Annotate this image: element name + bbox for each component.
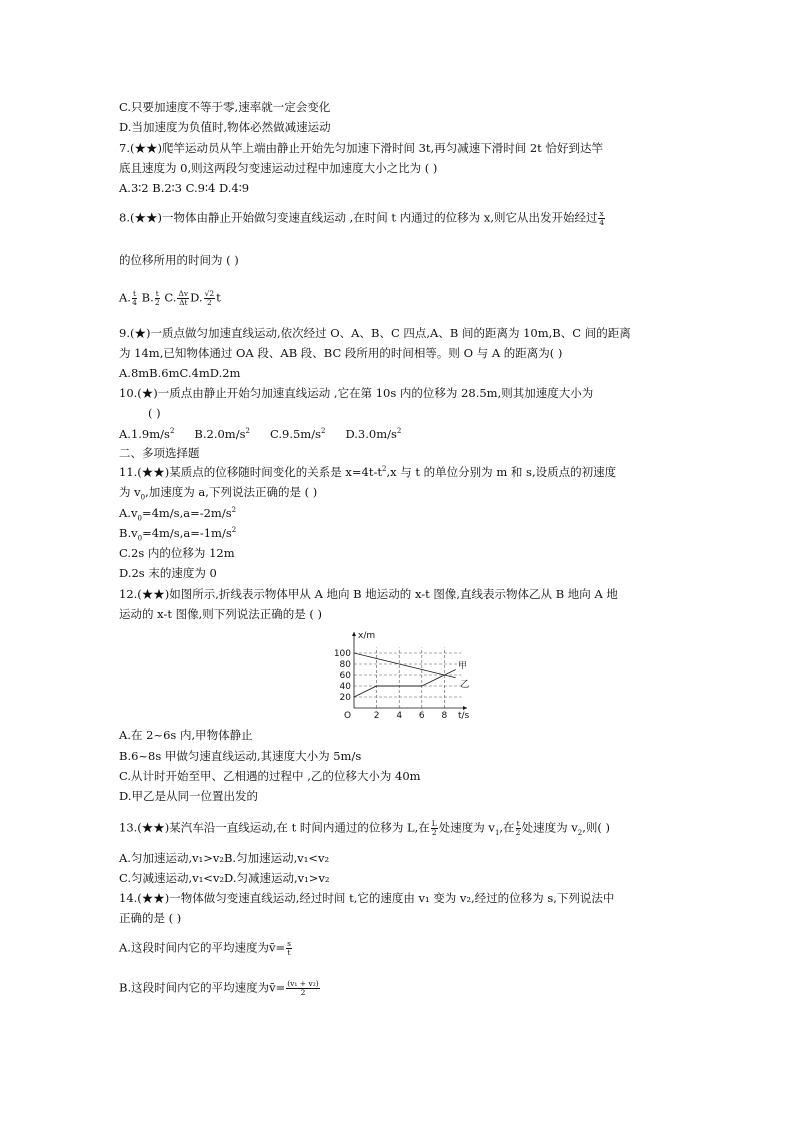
q11-option-d: D.2s 末的速度为 0: [119, 566, 217, 580]
q7-stem-line2: 底且速度为 0,则这两段匀变速运动过程中加速度大小之比为 ( ): [119, 161, 438, 175]
q6-option-c: C.只要加速度不等于零,速率就一定会变化: [119, 100, 331, 114]
y-tick-label: 80: [339, 660, 351, 670]
q8-fraction-x-over-4: $\frac{x}{4}$: [599, 209, 604, 227]
q9-stem-line1: 9.(★)一质点做匀加速直线运动,依次经过 O、A、B、C 四点,A、B 间的距离为 10m,B、C 间的距离: [119, 326, 631, 340]
graph-ticks: [334, 649, 448, 720]
q14-stem-line1: 14.(★★)一物体做匀变速直线运动,经过时间 t,它的速度由 v₁ 变为 v₂,经过的位移为 s,下列说法中: [119, 891, 615, 905]
x-tick-label: 8: [441, 711, 448, 720]
y-tick-label: 40: [339, 682, 351, 692]
y-axis-title: x/m: [358, 631, 376, 641]
q9-stem-line2: 为 14m,已知物体通过 OA 段、AB 段、BC 段所用的时间相等。则 O 与 A 的距离为( ): [119, 346, 563, 360]
q12-option-c: C.从计时开始至甲、乙相遇的过程中 ,乙的位移大小为 40m: [119, 769, 421, 783]
q13-options-cd: C.匀减速运动,v₁<v₂D.匀减速运动,v₁>v₂: [119, 871, 330, 885]
q13-stem: 13.(★★)某汽车沿一直线运动,在 t 时间内通过的位移为 L,在 $\frac{L}{2}$ 处速度为 $v_1$,在 $\frac{t}{2}$ 处速度为 $v_2$,则( ): [119, 819, 610, 837]
q11-option-b: $B.v_0=4m/s,a=-1m/s^2$: [119, 526, 237, 543]
y-axis-arrow: [352, 632, 356, 636]
series-label-jia: 甲: [457, 661, 467, 672]
y-tick-label: 100: [333, 649, 351, 659]
q11-stem-line1: 11.(★★)某质点的位移随时间变化的关系是 $x=4t-t^2,x$ 与 t 的单位分别为 m 和 s,设质点的初速度: [119, 465, 617, 479]
x-axis-title: t/s: [457, 711, 470, 720]
y-tick-label: 20: [339, 693, 351, 703]
q11-stem-line2: 为 $v_0$,加速度为 a,下列说法正确的是 ( ): [119, 485, 318, 502]
q14-stem-line2: 正确的是 ( ): [119, 911, 182, 925]
q12-option-b: B.6~8s 甲做匀速直线运动,其速度大小为 5m/s: [119, 749, 362, 763]
xt-graph: [326, 628, 476, 720]
q11-option-c: C.2s 内的位移为 12m: [119, 546, 235, 560]
q7-stem-line1: 7.(★★)爬竿运动员从竿上端由静止开始先匀加速下滑时间 3t,再匀减速下滑时间 2t 恰好到达竿: [119, 141, 603, 155]
q8-stem-line2: 的位移所用的时间为 ( ): [119, 253, 239, 267]
x-tick-label: 2: [373, 711, 380, 720]
q8-stem-line1: [119, 210, 606, 227]
series-line-2: [354, 653, 456, 678]
graph-labels: [344, 631, 470, 720]
q10-stem-line2: ( ): [148, 406, 161, 420]
q10-stem-line1: 10.(★)一质点由静止开始匀加速直线运动 ,它在第 10s 内的位移为 28.5m,则其加速度大小为: [119, 386, 594, 400]
q6-option-d: D.当加速度为负值时,物体必然做减速运动: [119, 120, 331, 134]
q12-stem-line2: 运动的 x-t 图像,则下列说法正确的是 ( ): [119, 607, 323, 621]
q8-options: A. $\frac{t}{4}$ B. $\frac{t}{2}$ C. $\frac{\Delta v}{\Delta t}$ D. $\frac{√2}{2}$ t: [119, 289, 221, 307]
q9-options: A.8mB.6mC.4mD.2m: [119, 366, 241, 380]
x-tick-label: 6: [418, 711, 425, 720]
q14-option-b: B.这段时间内它的平均速度为v̄= $\frac{\text{(v₁ + v₂)}}{2}$: [119, 979, 319, 997]
q12-option-d: D.甲乙是从同一位置出发的: [119, 789, 258, 803]
section-multiple-choice-heading: 二、多项选择题: [119, 446, 200, 460]
x-tick-label: 4: [396, 711, 403, 720]
origin-label: O: [344, 711, 352, 720]
q8-stem-text: 8.(★★)一物体由静止开始做匀变速直线运动 ,在时间 t 内通过的位移为 x,则它从出发开始经过: [119, 210, 598, 225]
q14-option-a: A.这段时间内它的平均速度为v̄= $\frac{s}{t}$: [119, 939, 291, 957]
x-axis-arrow: [463, 706, 467, 710]
q10-options: $A.1.9m/s^2$ $B.2.0m/s^2$ $C.9.5m/s^2$ $D.3.0m/s^2$: [119, 427, 402, 441]
q13-options-ab: A.匀加速运动,v₁>v₂B.匀加速运动,v₁<v₂: [119, 851, 330, 865]
q12-stem-line1: 12.(★★)如图所示,折线表示物体甲从 A 地向 B 地运动的 x-t 图像,直线表示物体乙从 B 地向 A 地: [119, 587, 618, 601]
q12-option-a: A.在 2~6s 内,甲物体静止: [119, 728, 253, 742]
q11-option-a: $A.v_0=4m/s,a=-2m/s^2$: [119, 506, 237, 523]
q7-options: A.3∶2 B.2∶3 C.9∶4 D.4∶9: [119, 181, 250, 195]
y-tick-label: 60: [339, 671, 351, 681]
series-label-yi: 乙: [460, 680, 470, 691]
graph-axes: [352, 632, 470, 710]
